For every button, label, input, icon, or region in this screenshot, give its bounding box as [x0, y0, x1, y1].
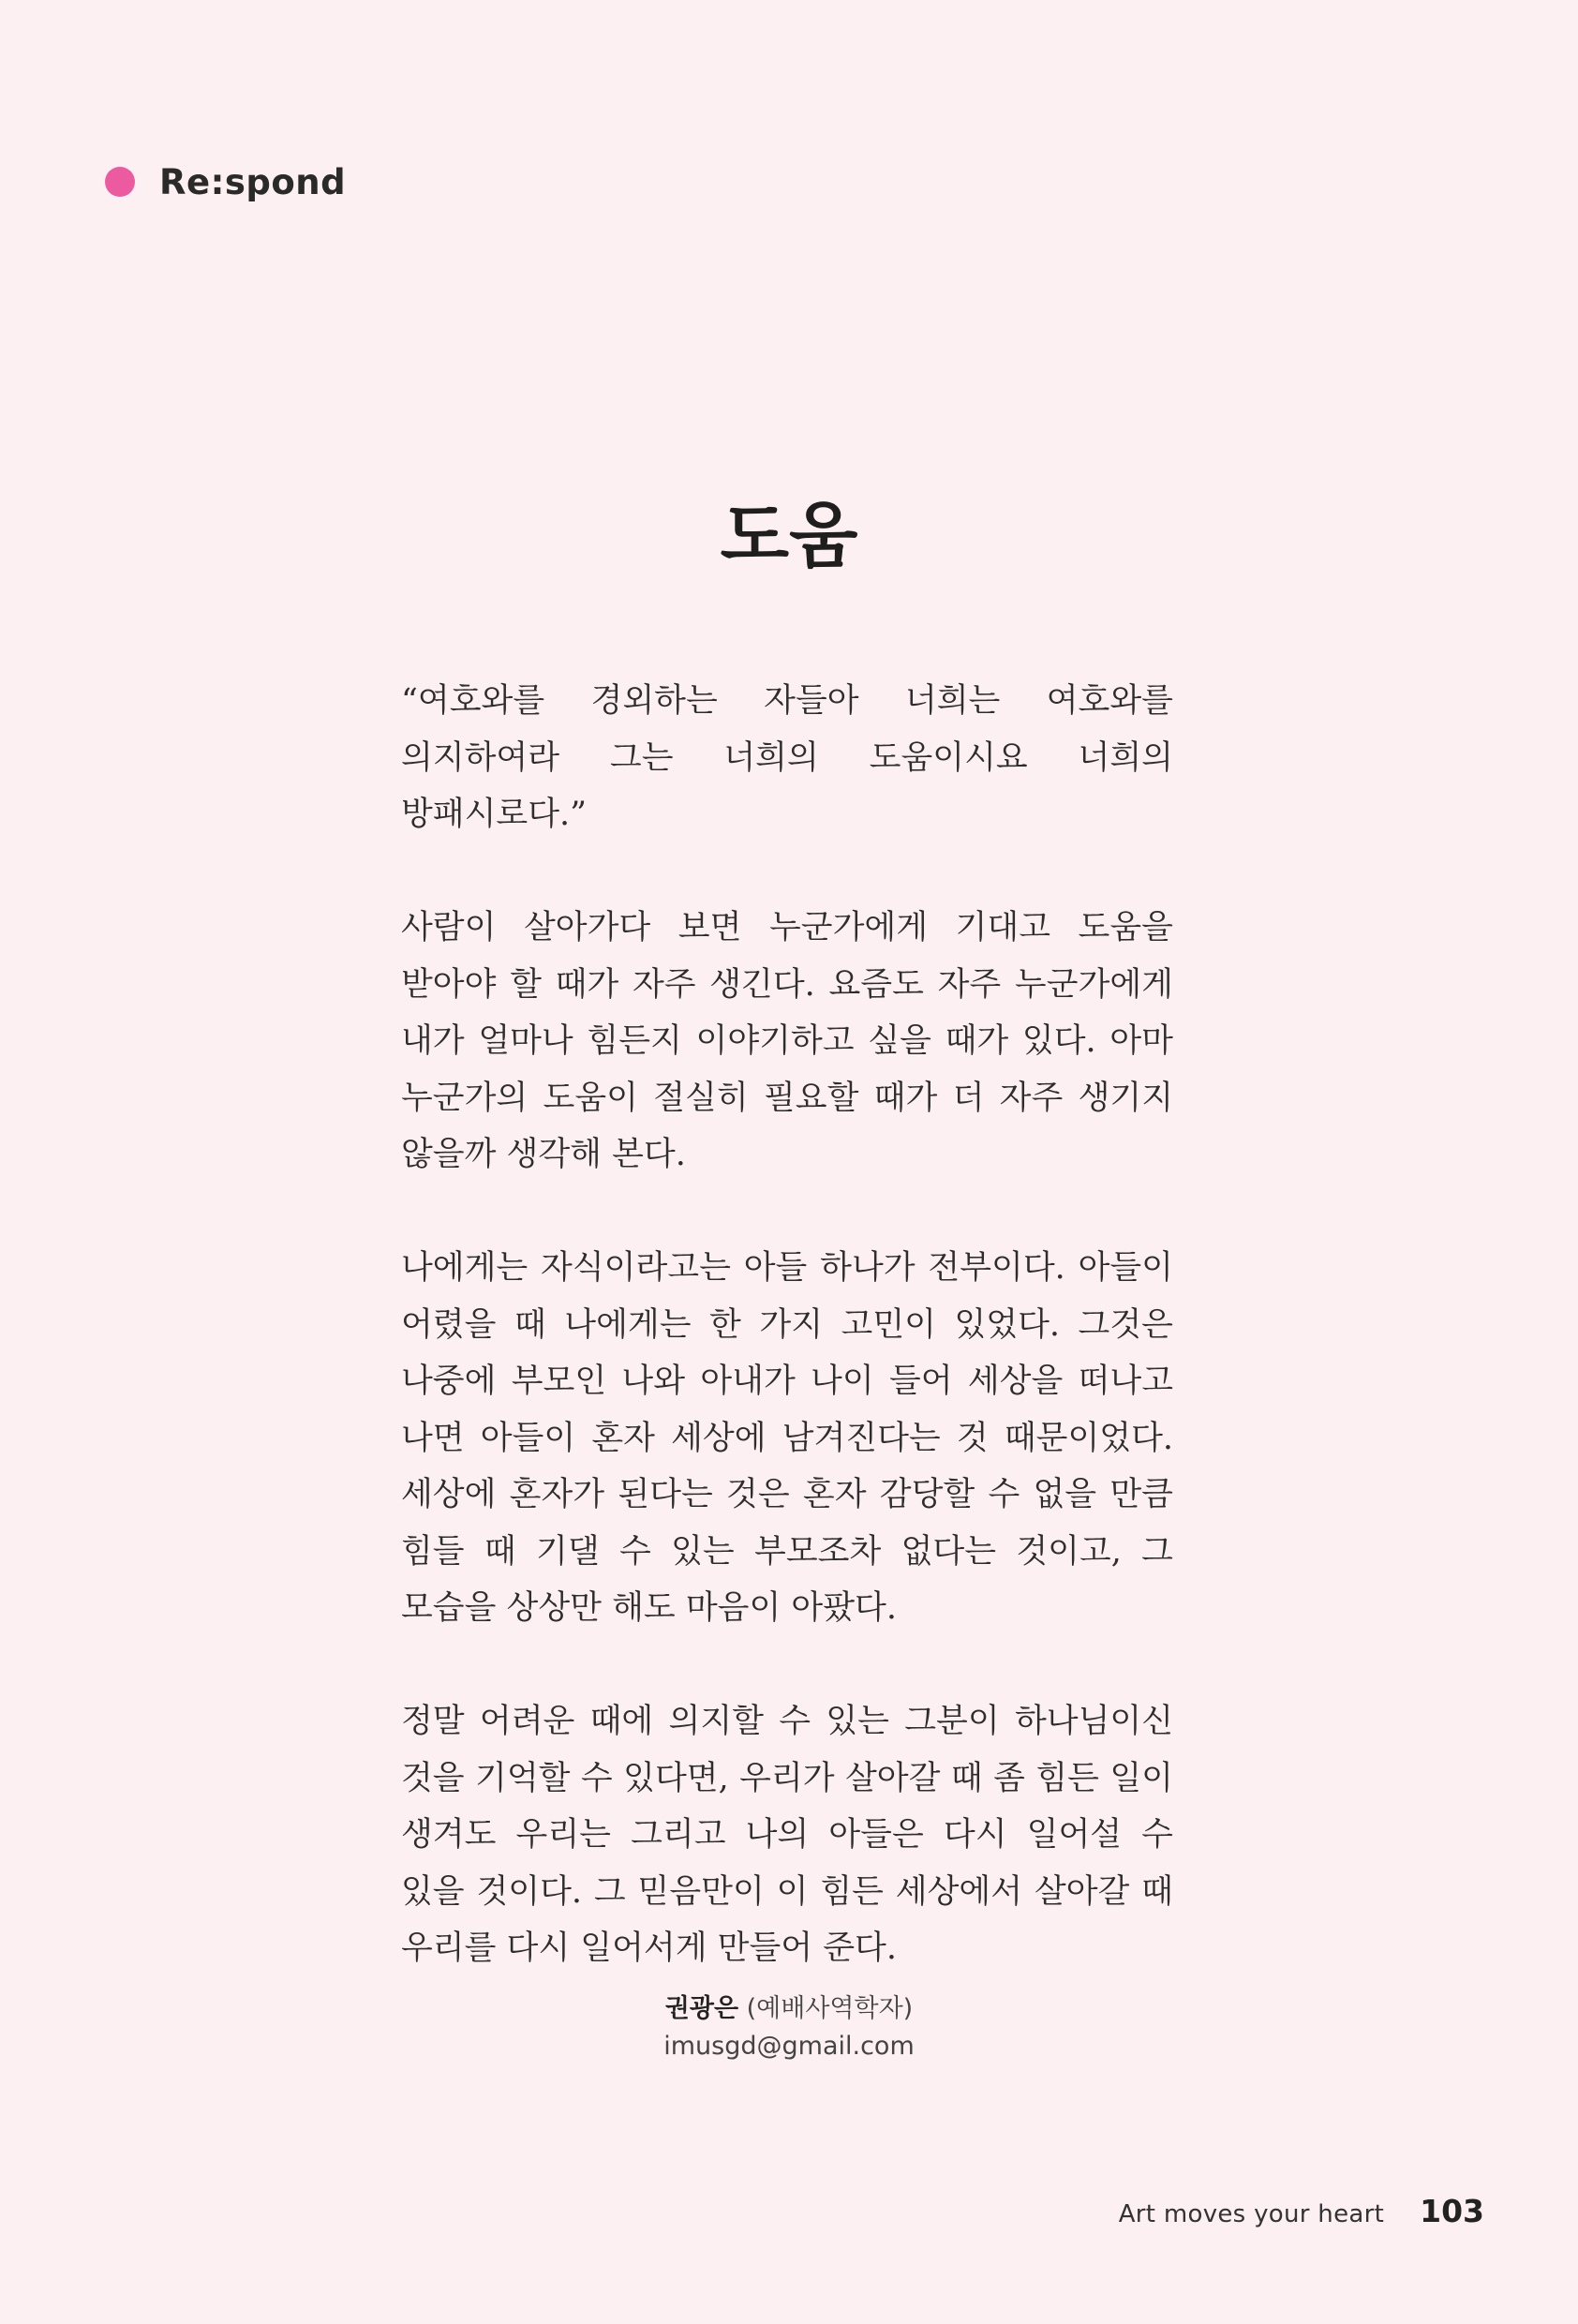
- section-label: Re:spond: [159, 161, 347, 202]
- paragraph-quote: “여호와를 경외하는 자들아 너희는 여호와를 의지하여라 그는 너희의 도움이시요 너희의 방패시로다.”: [401, 682, 1173, 833]
- pink-dot-icon: [105, 167, 135, 197]
- page-number: 103: [1420, 2193, 1484, 2229]
- author-name: 권광은: [664, 1994, 739, 2023]
- footer-slogan: Art moves your heart: [1118, 2200, 1385, 2228]
- paragraph: 정말 어려운 때에 의지할 수 있는 그분이 하나님이신 것을 기억할 수 있다면, 우리가 살아갈 때 좀 힘든 일이 생겨도 우리는 그리고 나의 아들은 다시 일어설 수 있을 것이다. 그 믿음만이 이 힘든 세상에서 살아갈 때 우리를 다시 일어서게 만들어 준다.: [401, 1703, 1173, 1967]
- author-credit: [0, 1990, 1578, 2065]
- paragraph: 사람이 살아가다 보면 누군가에게 기대고 도움을 받아야 할 때가 자주 생긴다. 요즘도 자주 누군가에게 내가 얼마나 힘든지 이야기하고 싶을 때가 있다. 아마 누군가의 도움이 절실히 필요할 때가 더 자주 생기지 않을까 생각해 본다.: [401, 909, 1173, 1173]
- author-role: (예배사역학자): [746, 1994, 914, 2023]
- article-body: [401, 673, 1173, 2034]
- paragraph: 나에게는 자식이라고는 아들 하나가 전부이다. 아들이 어렸을 때 나에게는 한 가지 고민이 있었다. 그것은 나중에 부모인 나와 아내가 나이 들어 세상을 떠나고 나면 아들이 혼자 세상에 남겨진다는 것 때문이었다. 세상에 혼자가 된다는 것은 혼자 감당할 수 없을 만큼 힘들 때 기댈 수 있는 부모조차 없다는 것이고, 그 모습을 상상만 해도 마음이 아팠다.: [401, 1249, 1173, 1627]
- section-tag: [105, 159, 346, 204]
- author-email: imusgd@gmail.com: [663, 2032, 915, 2061]
- article-title: 도움: [720, 494, 858, 577]
- page-footer: [1119, 2193, 1484, 2229]
